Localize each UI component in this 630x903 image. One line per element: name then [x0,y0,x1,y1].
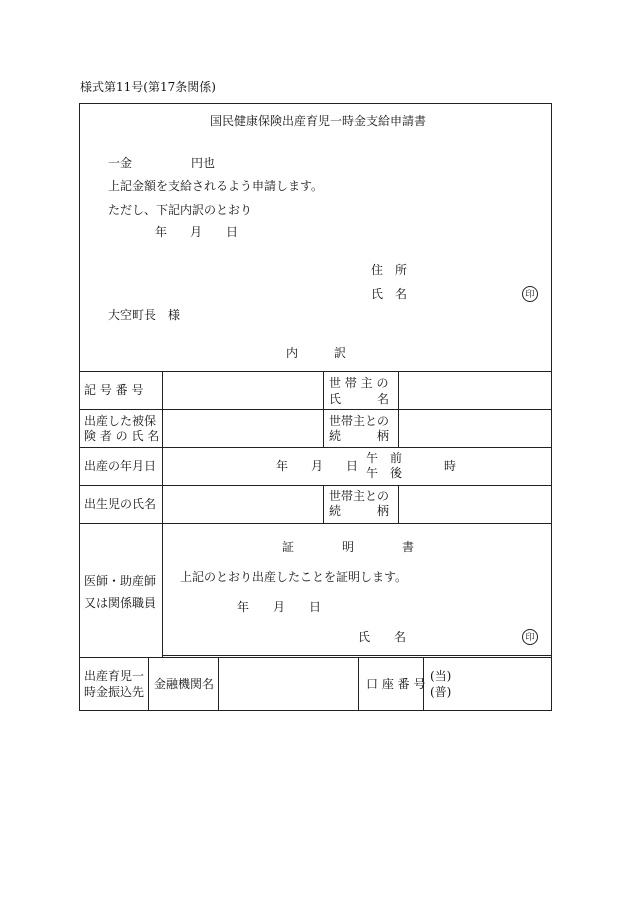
amount-suffix: 円也 [191,156,216,170]
birth-date-year: 年 [276,459,289,473]
account-number-label: 口 座 番 号 [366,677,426,691]
form-title: 国民健康保険出産育児一時金支給申請書 [210,114,427,128]
applicant-seal-icon: 印 [522,286,538,302]
address-label: 住 所 [371,263,408,277]
applicant-name-label: 氏 名 [371,287,408,301]
account-type-ordinary: (普) [430,685,452,699]
row-line [79,371,552,372]
request-text: 上記金額を支給されるよう申請します。 [108,179,324,193]
form-number: 様式第11号(第17条関係) [80,80,216,94]
column-line [148,657,149,711]
child-relation-label-line2: 続 柄 [329,504,390,518]
account-number-field[interactable] [465,659,550,709]
insured-name-label-line1: 出産した被保 [84,414,157,428]
birth-date-month: 月 [311,459,324,473]
addressee: 大空町長 様 [108,308,181,322]
application-date-year: 年 [155,225,168,239]
row-line [79,657,552,658]
row-line [79,409,552,410]
column-line [323,371,324,447]
column-line [398,371,399,447]
child-relation-field[interactable] [400,487,550,521]
insured-name-label-line2: 険 者 の 氏 名 [84,429,160,443]
certifier-label-line1: 医師・助産師 [84,574,157,588]
column-line [218,657,219,711]
relation-field[interactable] [400,411,550,445]
account-type-current: (当) [430,669,452,683]
birth-am-label: 午 前 [366,451,403,465]
birth-pm-label: 午 後 [366,466,403,480]
record-number-label: 記 号 番 号 [84,383,144,397]
child-name-label: 出生児の氏名 [84,497,157,511]
row-line [79,447,552,448]
relation-label-line2: 続 柄 [329,429,390,443]
amount-field[interactable] [135,154,185,170]
certificate-date-month: 月 [273,600,286,614]
certificate-heading: 証 明 書 [282,540,415,554]
column-line [323,485,324,523]
form-frame [79,103,552,711]
note-text: ただし、下記内訳のとおり [108,203,253,217]
record-number-field[interactable] [164,373,321,407]
transfer-label-line1: 出産育児一 [84,669,145,683]
birth-date-label: 出産の年月日 [84,459,157,473]
certificate-date-year: 年 [237,600,250,614]
breakdown-heading: 内 訳 [286,346,347,360]
child-name-field[interactable] [164,487,321,521]
householder-name-label-line1: 世 帯 主 の [329,376,389,390]
bank-name-field[interactable] [220,659,356,709]
certifier-seal-icon: 印 [522,629,538,645]
householder-name-field[interactable] [400,373,550,407]
transfer-label-line2: 時金振込先 [84,685,145,699]
column-line [398,485,399,523]
bank-label: 金融機関名 [154,677,215,691]
birth-hour-label: 時 [444,459,457,473]
certificate-text: 上記のとおり出産したことを証明します。 [180,570,408,584]
amount-prefix: 一金 [108,156,133,170]
householder-name-label-line2: 氏 名 [329,392,390,406]
column-line [162,371,163,657]
certificate-date-day: 日 [309,600,322,614]
child-relation-label-line1: 世帯主との [329,489,390,503]
row-line [162,655,552,656]
certifier-label-line2: 又は関係職員 [84,596,157,610]
relation-label-line1: 世帯主との [329,414,390,428]
application-date-day: 日 [226,225,239,239]
certifier-name-label: 氏 名 [358,630,407,644]
row-line [79,485,552,486]
application-date-month: 月 [190,225,203,239]
row-line [79,523,552,524]
birth-date-day: 日 [346,459,359,473]
insured-name-field[interactable] [164,411,321,445]
column-line [358,657,359,711]
